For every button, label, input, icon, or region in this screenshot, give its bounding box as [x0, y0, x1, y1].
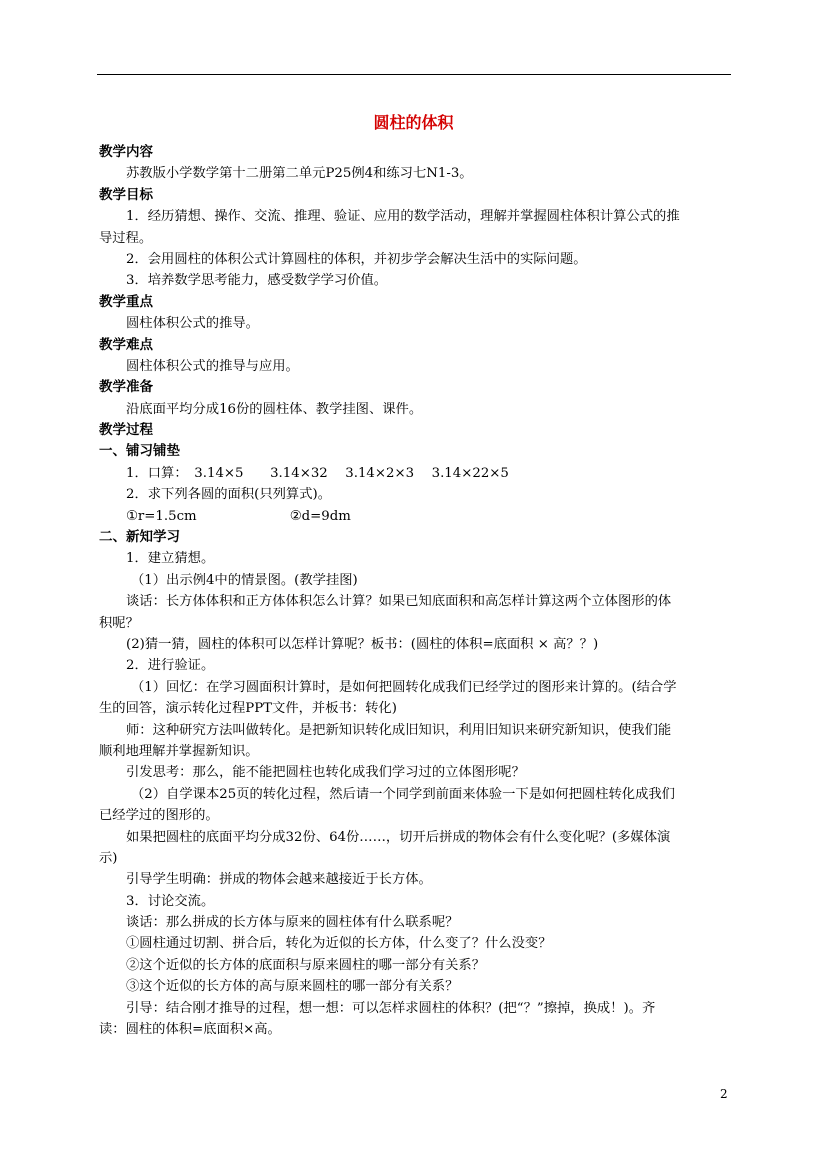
section-heading: 教学准备	[99, 379, 153, 396]
body-line: 苏教版小学数学第十二册第二单元P25例4和练习七N1-3。	[126, 166, 473, 182]
body-line: 如果把圆柱的底面平均分成32份、64份……，切开后拼成的物体会有什么变化呢？(多媒体演	[126, 829, 671, 845]
page-number: 2	[720, 1087, 728, 1101]
body-line: 积呢？	[99, 615, 139, 631]
body-line: 1．口算： 3.14×5 3.14×32 3.14×2×3 3.14×22×5	[126, 465, 509, 481]
body-line: 引导学生明确：拼成的物体会越来越接近于长方体。	[126, 872, 432, 888]
body-line: ①圆柱通过切割、拼合后，转化为近似的长方体，什么变了？什么没变？	[126, 936, 552, 952]
document-title: 圆柱的体积	[373, 113, 454, 132]
body-line: ①r=1.5cm ②d=9dm	[126, 508, 351, 524]
body-line: 已经学过的图形的。	[99, 808, 219, 824]
document-body	[99, 142, 731, 1040]
body-line: 沿底面平均分成16份的圆柱体、教学挂图、课件。	[126, 401, 423, 417]
body-line: 3．讨论交流。	[126, 893, 215, 909]
body-line: ③这个近似的长方体的高与原来圆柱的哪一部分有关系？	[126, 979, 459, 995]
section-heading: 教学难点	[99, 336, 153, 353]
section-heading: 教学重点	[99, 293, 153, 310]
body-line: （1）回忆：在学习圆面积计算时，是如何把圆转化成我们已经学过的图形来计算的。(结合学	[131, 679, 677, 695]
body-line: 圆柱体积公式的推导与应用。	[126, 358, 299, 374]
section-heading: 教学目标	[99, 186, 153, 203]
section-heading: 教学过程	[99, 422, 153, 439]
section-heading: 二、新知学习	[99, 529, 180, 546]
section-heading: 一、铺习铺垫	[99, 443, 180, 460]
body-line: 师：这种研究方法叫做转化。是把新知识转化成旧知识，利用旧知识来研究新知识，使我们能	[126, 722, 672, 738]
body-line: （1）出示例4中的情景图。(教学挂图)	[131, 572, 358, 588]
body-line: 读：圆柱的体积=底面积×高。	[99, 1022, 281, 1038]
body-line: （2）自学课本25页的转化过程，然后请一个同学到前面来体验一下是如何把圆柱转化成我们	[131, 786, 675, 802]
body-line: 圆柱体积公式的推导。	[126, 316, 259, 332]
body-line: 2．会用圆柱的体积公式计算圆柱的体积，并初步学会解决生活中的实际问题。	[126, 251, 587, 267]
body-line: (2)猜一猜，圆柱的体积可以怎样计算呢？板书：(圆柱的体积=底面积 × 高？？)	[126, 636, 599, 652]
body-line: 生的回答，演示转化过程PPT文件，并板书：转化)	[99, 701, 397, 717]
body-line: 引导：结合刚才推导的过程，想一想：可以怎样求圆柱的体积？(把“？”擦掉，换成！)。齐	[126, 1000, 656, 1016]
body-line: 2．进行验证。	[126, 658, 215, 674]
body-line: 示)	[99, 850, 118, 866]
body-line: 谈话：长方体体积和正方体体积怎么计算？如果已知底面积和高怎样计算这两个立体图形的体	[126, 594, 672, 610]
body-line: 3．培养数学思考能力，感受数学学习价值。	[126, 273, 388, 289]
body-line: 导过程。	[99, 230, 153, 246]
section-heading: 教学内容	[99, 144, 153, 160]
body-line: 1．经历猜想、操作、交流、推理、验证、应用的数学活动，理解并掌握圆柱体积计算公式的推	[126, 209, 680, 225]
body-line: ②这个近似的长方体的底面积与原来圆柱的哪一部分有关系？	[126, 957, 486, 973]
body-line: 引发思考：那么，能不能把圆柱也转化成我们学习过的立体图形呢？	[126, 765, 525, 781]
body-line: 2．求下列各圆的面积(只列算式)。	[126, 487, 331, 503]
body-line: 谈话：那么拼成的长方体与原来的圆柱体有什么联系呢？	[126, 915, 459, 931]
body-line: 1．建立猜想。	[126, 551, 215, 567]
body-line: 顺利地理解并掌握新知识。	[99, 743, 259, 759]
header-rule	[97, 74, 731, 75]
